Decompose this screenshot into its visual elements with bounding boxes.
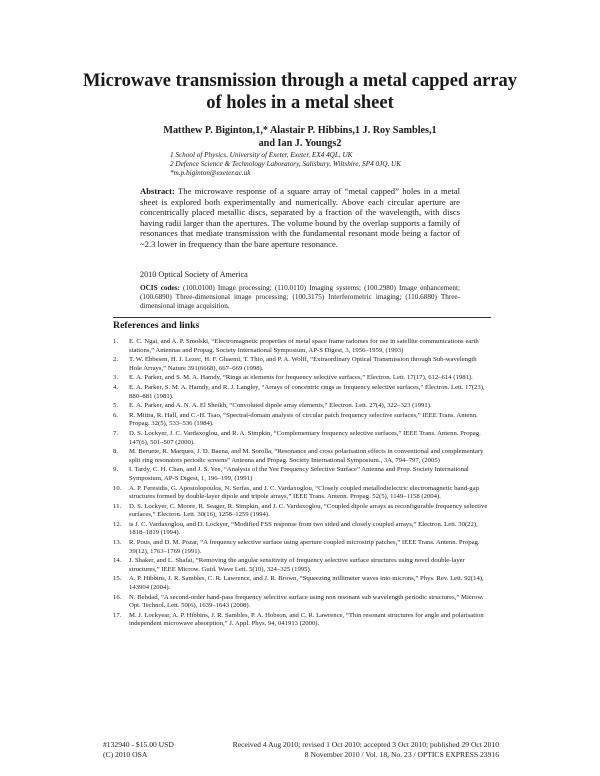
corresponding-email[interactable]: *m.p.biginton@exeter.ac.uk [170, 169, 251, 177]
reference-number: 2. [113, 356, 119, 364]
reference-item [113, 412, 489, 429]
copyright-line: 2010 Optical Society of America [140, 270, 248, 279]
reference-item [113, 338, 489, 355]
reference-text: M. Beruete, R. Marques, J. D. Baena, and M. Sorolla, “Resonance and cross polarisation effects in conventional and complementary split ring resonators periodic screens” Antenna and Propag. Society International Symposium., 3A, 794–797, (2005) [129, 448, 484, 464]
reference-item [113, 575, 489, 592]
reference-text: I. Tardy, C. H. Chan, and J. S. Yee, “Analysis of the Yee Frequency Selective Surface” Antenna and Prop. Society International Symposium, AP-S Digest, 1, 196–199, (1991) [129, 466, 469, 482]
reference-number: 7. [113, 429, 119, 437]
reference-text: T. W. Ebbesen, H. J. Lezec, H. F. Ghaemi, T. Thio, and P. A. Wolff, “Extraordinary Optical Transmission through Sub-wavelength Hole Arrays,” Nature 391(6668), 667–669 (1998). [129, 356, 477, 372]
reference-text: J. Shaker, and L. Shafai, “Removing the angular sensitivity of frequency selective surface structures using novel double-layer structures,” IEEE Microw. Guid. Wave Lett. 5(10), 324–325 (1995). [129, 557, 465, 573]
reference-item [113, 594, 489, 611]
paper-title: Microwave transmission through a metal capped array of holes in a metal sheet [82, 71, 518, 113]
reference-item [113, 485, 489, 502]
reference-item [113, 557, 489, 574]
reference-text: R. Pous, and D. M. Pozar, “A frequency selective surface using aperture coupled microstrip patches,” IEEE Trans. Antenn. Propag. 39(12), 1763–1769 (1991). [129, 539, 480, 555]
reference-number: 5. [113, 402, 119, 410]
reference-text: E. A. Parker, and S. M. A. Hamdy, “Rings as elements for frequency selective surfaces,” Electron. Lett. 17(17), 612–614 (1981). [129, 374, 473, 382]
reference-number: 14. [113, 557, 122, 565]
reference-item [113, 521, 489, 538]
reference-text: R. Mittra, R. Hall, and C.-H. Tsao, “Spectral-domain analysis of circular patch frequency selective surfaces,” IEEE Trans. Antenn. Propag. 32(5), 533–536 (1984). [129, 411, 478, 428]
reference-number: 6. [113, 411, 119, 419]
reference-number: 12. [113, 520, 122, 528]
reference-number: 3. [113, 374, 119, 382]
affiliation-2: 2 Defence Science & Technology Laboratory, Salisbury, Wiltshire, SP4 0JQ, UK [170, 160, 402, 168]
affiliation-1: 1 School of Physics, University of Exeter, Exeter, EX4 4QL, UK [170, 151, 353, 159]
reference-item [113, 374, 489, 383]
reference-number: 8. [113, 448, 119, 456]
reference-item [113, 384, 489, 401]
reference-number: 16. [113, 593, 122, 601]
section-divider [113, 317, 491, 318]
reference-item [113, 430, 489, 447]
ocis-codes [140, 284, 460, 312]
footer-received: Received 4 Aug 2010; revised 1 Oct 2010; accepted 3 Oct 2010; published 29 Oct 2010 [232, 740, 499, 749]
abstract-text: The microwave response of a square array of “metal capped” holes in a metal sheet is explored both experimentally and numerically. Above each circular aperture are concentrically placed metallic discs, separated by a fraction of the wavelength, with discs having radii larger than the apertures. The volume bound by the overlap supports a family of resonances that mediate transmission with the fundamental resonant mode being a factor of ~2.3 lower in frequency than the bare aperture resonance. [140, 186, 460, 249]
reference-text: A. P. Feresidis, G. Apostolopoulos, N. Serfas, and J. C. Vardaxoglou, “Closely coupled metallodielectric electromagnetic band-gap structures formed by double-layer dipole and tripole arrays,” IEEE Trans. Antenn. Propag. 52(5), 1149–1158 (2004). [129, 484, 479, 501]
reference-number: 9. [113, 466, 119, 474]
page-footer [103, 740, 499, 760]
reference-text: is J. C. Vardaxoglou, and D. Lockyer, “Modified FSS response from two sided and closely coupled arrays,” Electron. Lett. 30(22), 1818–1819 (1994). [129, 520, 478, 537]
reference-item [113, 402, 489, 411]
footer-doc-id: #132940 - $15.00 USD [103, 740, 174, 749]
abstract-label: Abstract: [140, 186, 175, 196]
reference-item [113, 448, 489, 465]
reference-text: N. Behdad, “A second-order band-pass frequency selective surface using non resonant sub wavelength periodic structures,” Microw. Opt. Technol. Lett. 50(6), 1639–1643 (2008). [129, 593, 484, 610]
reference-list [113, 338, 489, 630]
authors-line-2: and Ian J. Youngs2 [258, 138, 342, 149]
authors-line-1: Matthew P. Biginton,1,* Alastair P. Hibbins,1 J. Roy Sambles,1 [163, 125, 437, 136]
references-heading: References and links [113, 320, 200, 331]
reference-item [113, 466, 489, 483]
abstract [140, 186, 460, 250]
reference-item [113, 539, 489, 556]
reference-text: D. S. Lockyer, C. Moore, R. Seager, R. Simpkin, and J. C. Vardaxoglou, “Coupled dipole arrays as reconfigurable frequency selective surfaces,” Electron. Lett. 30(16), 1258–1259 (1994). [129, 502, 488, 519]
reference-text: M. J. Lockyear, A. P. Hibbins, J. R. Sambles, P. A. Hobson, and C. R. Lawrence, “Thin resonant structures for angle and polarisation independent microwave absorption,” J. Appl. Phys. 94, 041913 (2000). [129, 611, 484, 628]
reference-text: E. A. Parker, S. M. A. Hamdy, and R. J. Langley, “Arrays of concentric rings as frequency selective surfaces,” Electron. Lett. 17(23), 880–881 (1981). [129, 383, 485, 400]
footer-journal: 8 November 2010 / Vol. 18, No. 23 / OPTICS EXPRESS 23916 [304, 750, 499, 759]
reference-number: 1. [113, 338, 119, 345]
reference-item [113, 612, 489, 629]
reference-item [113, 503, 489, 520]
author-list [110, 124, 490, 150]
reference-text: A. P. Hibbins, J. R. Sambles, C. R. Lawrence, and J. R. Brown, “Squeezing millimeter waves into microns,” Phys. Rev. Lett. 92(14), 143904 (2004). [129, 575, 484, 592]
affiliations [130, 151, 470, 178]
reference-text: D. S. Lockyer, J. C. Vardaxoglou, and R. A. Simpkin, “Complementary frequency selective surfaces,” IEEE Trans. Antenn. Propag. 147(6), 501–507 (2000). [129, 429, 481, 446]
reference-item [113, 356, 489, 373]
reference-number: 13. [113, 539, 122, 547]
reference-text: E. C. Ngai, and A. P. Smolski, “Electromagnetic properties of metal space frame radomes for use in satellite communications earth stations,” Antennas and Propag. Society International Symposium, AP-S Digest, 3, 1956–1959, (1993) [129, 338, 479, 354]
reference-number: 11. [113, 502, 122, 510]
ocis-label: OCIS codes: [140, 284, 180, 292]
reference-number: 4. [113, 383, 119, 391]
ocis-text: (100.0100) Image processing; (110.0110) Imaging systems; (100.2980) Image enhancement; (100.6890) Three-dimensional image processing; (100.3175) Interferometric imaging; (110.6880) Three-dimensional image acquisition. [140, 284, 460, 311]
reference-number: 15. [113, 575, 122, 583]
reference-number: 17. [113, 611, 122, 619]
reference-text: E. A. Parker, and A. N. A. El Sheikh, “Convoluted dipole array elements,” Electron. Lett. 27(4), 322–323 (1991). [129, 402, 432, 410]
reference-number: 10. [113, 484, 122, 492]
footer-osa: (C) 2010 OSA [103, 750, 148, 759]
